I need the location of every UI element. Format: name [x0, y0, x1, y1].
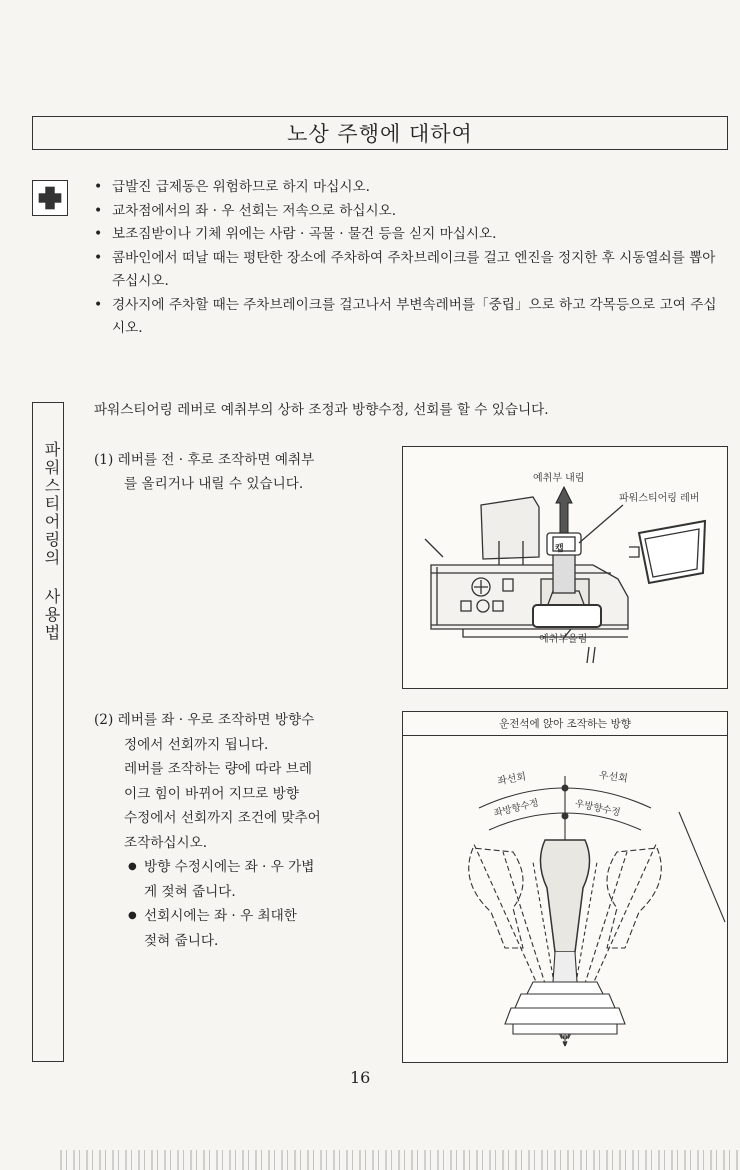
scan-artifact-strip	[60, 1150, 740, 1170]
label-mower-down: 예취부 내림	[533, 473, 585, 484]
warning-item: • 경사지에 주차할 때는 주차브레이크를 걸고나서 부변속레버를「중립」으로 하고 각목등으로 고여 주십시오.	[90, 294, 720, 341]
paragraph-2-line: 레버를 좌 · 우로 조작하면 방향수	[117, 712, 315, 728]
paragraph-1-line: 레버를 전 · 후로 조작하면 예취부	[117, 452, 315, 468]
paragraph-2-line: 이크 힘이 바뀌어 지므로 방향	[124, 785, 299, 802]
page-title-box	[32, 116, 728, 150]
label-power-steering-lever: 파워스티어링 레버	[619, 493, 700, 504]
bullet-direction-correction-cont: 게 젖혀 줍니다.	[144, 883, 236, 900]
warning-list	[90, 176, 720, 341]
section-title: 파워스티어링의 사용법	[42, 441, 61, 642]
page-number: 16	[350, 1068, 371, 1087]
paragraph-2-number: (2)	[94, 712, 114, 728]
warning-item: • 보조짐받이나 기체 위에는 사람 · 곡물 · 물건 등을 싣지 마십시오.	[90, 223, 720, 247]
paragraph-1	[94, 448, 364, 496]
intro-text: 파워스티어링 레버로 예취부의 상하 조정과 방향수정, 선회를 할 수 있습니다.	[94, 402, 549, 418]
paragraph-2-line: 수정에서 선회까지 조건에 맞추어	[124, 810, 321, 826]
warning-item: • 급발진 급제동은 위험하므로 하지 마십시오.	[90, 176, 720, 200]
warning-item: • 콤바인에서 떠날 때는 평탄한 장소에 주차하여 주차브레이크를 걸고 엔진을 정지한 후 시동열쇠를 뽑아 주십시오.	[90, 247, 720, 294]
paragraph-2	[94, 708, 364, 953]
bullet-direction-correction: ● 방향 수정시에는 좌 · 우 가볍	[94, 855, 364, 880]
label-mower-up: 예취부올림	[539, 634, 588, 645]
section-side-tab	[32, 402, 64, 1062]
bullet-turning: ● 선회시에는 좌 · 우 최대한	[94, 904, 364, 929]
bullet-turning-cont: 젖혀 줍니다.	[144, 932, 219, 949]
figure-lever-up-down	[402, 446, 728, 689]
label-left-correction: 좌방향수정	[492, 797, 540, 820]
paragraph-1-line: 를 올리거나 내릴 수 있습니다.	[124, 476, 304, 492]
paragraph-1-number: (1)	[94, 452, 114, 468]
label-left-turn: 좌선회	[496, 771, 528, 788]
caution-cross-icon	[32, 180, 68, 216]
lever-knob-icon: 캡	[555, 544, 564, 554]
warning-item: • 교차점에서의 좌 · 우 선회는 저속으로 하십시오.	[90, 200, 720, 224]
label-right-turn: 우선회	[598, 770, 629, 785]
figure-steering-direction	[402, 711, 728, 1063]
figure2-header: 운전석에 앉아 조작하는 방향	[403, 712, 727, 736]
paragraph-2-line: 조작하십시오.	[124, 834, 208, 851]
paragraph-2-line: 레버를 조작하는 량에 따라 브레	[124, 761, 312, 777]
page-title: 노상 주행에 대하여	[287, 122, 473, 146]
lever-direction-illustration	[403, 712, 727, 1062]
paragraph-2-line: 정에서 선회까지 됩니다.	[124, 736, 269, 753]
label-right-correction: 우방향수정	[574, 798, 622, 819]
